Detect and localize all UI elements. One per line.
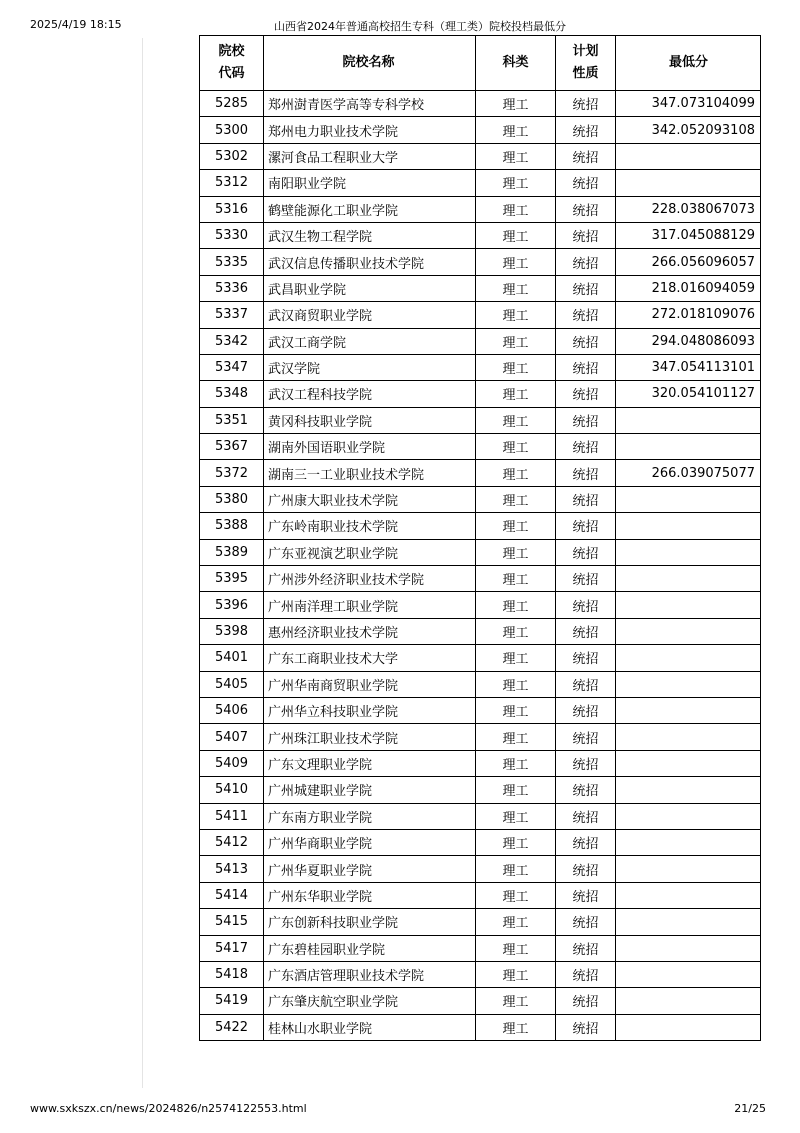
cell-score [616,803,761,829]
cell-name: 广东创新科技职业学院 [264,909,476,935]
cell-name: 广东酒店管理职业技术学院 [264,961,476,987]
col-header-code: 院校 代码 [200,36,264,91]
cell-nature: 统招 [556,249,616,275]
table-row [200,566,761,592]
table-row [200,143,761,169]
cell-code: 5405 [200,671,264,697]
cell-code: 5351 [200,407,264,433]
cell-nature: 统招 [556,829,616,855]
table-row [200,671,761,697]
cell-type: 理工 [476,513,556,539]
table-row [200,513,761,539]
table-row [200,592,761,618]
cell-name: 漯河食品工程职业大学 [264,143,476,169]
cell-nature: 统招 [556,91,616,117]
cell-code: 5396 [200,592,264,618]
cell-score: 347.073104099 [616,91,761,117]
cell-name: 广州南洋理工职业学院 [264,592,476,618]
cell-type: 理工 [476,486,556,512]
cell-nature: 统招 [556,988,616,1014]
col-header-type: 科类 [476,36,556,91]
cell-type: 理工 [476,592,556,618]
cell-name: 湖南三一工业职业技术学院 [264,460,476,486]
cell-score: 342.052093108 [616,117,761,143]
cell-type: 理工 [476,539,556,565]
cell-score [616,909,761,935]
cell-name: 武汉生物工程学院 [264,222,476,248]
cell-code: 5285 [200,91,264,117]
cell-name: 广州华南商贸职业学院 [264,671,476,697]
cell-name: 广东碧桂园职业学院 [264,935,476,961]
cell-score [616,486,761,512]
cell-type: 理工 [476,618,556,644]
col-header-score: 最低分 [616,36,761,91]
table-row [200,328,761,354]
table-row [200,882,761,908]
table-row [200,988,761,1014]
cell-code: 5300 [200,117,264,143]
table-row [200,381,761,407]
table-row [200,697,761,723]
cell-name: 广州华商职业学院 [264,829,476,855]
cell-code: 5411 [200,803,264,829]
cell-code: 5422 [200,1014,264,1040]
cell-type: 理工 [476,882,556,908]
col-header-nature: 计划 性质 [556,36,616,91]
cell-name: 黄冈科技职业学院 [264,407,476,433]
cell-type: 理工 [476,645,556,671]
cell-type: 理工 [476,909,556,935]
cell-type: 理工 [476,196,556,222]
cell-name: 武汉工程科技学院 [264,381,476,407]
cell-code: 5419 [200,988,264,1014]
table-row [200,460,761,486]
cell-type: 理工 [476,777,556,803]
cell-name: 广东南方职业学院 [264,803,476,829]
cell-name: 广州华立科技职业学院 [264,697,476,723]
cell-name: 广州城建职业学院 [264,777,476,803]
cell-type: 理工 [476,222,556,248]
cell-name: 广东岭南职业技术学院 [264,513,476,539]
table-row [200,829,761,855]
cell-code: 5407 [200,724,264,750]
cell-name: 惠州经济职业技术学院 [264,618,476,644]
table-row [200,777,761,803]
cell-nature: 统招 [556,592,616,618]
cell-type: 理工 [476,91,556,117]
table-row [200,275,761,301]
margin-rule [142,38,143,1088]
cell-nature: 统招 [556,302,616,328]
cell-type: 理工 [476,381,556,407]
cell-nature: 统招 [556,697,616,723]
table-row [200,803,761,829]
cell-name: 广州华夏职业学院 [264,856,476,882]
cell-score [616,407,761,433]
cell-nature: 统招 [556,750,616,776]
cell-score [616,988,761,1014]
cell-type: 理工 [476,566,556,592]
cell-nature: 统招 [556,117,616,143]
cell-code: 5312 [200,170,264,196]
cell-code: 5330 [200,222,264,248]
table-row [200,935,761,961]
cell-type: 理工 [476,434,556,460]
cell-type: 理工 [476,935,556,961]
col-header-name: 院校名称 [264,36,476,91]
cell-name: 武汉商贸职业学院 [264,302,476,328]
cell-score: 294.048086093 [616,328,761,354]
cell-type: 理工 [476,1014,556,1040]
cell-name: 鹤壁能源化工职业学院 [264,196,476,222]
cell-nature: 统招 [556,856,616,882]
cell-nature: 统招 [556,777,616,803]
cell-nature: 统招 [556,961,616,987]
cell-nature: 统招 [556,909,616,935]
admission-score-table [199,35,761,1041]
cell-code: 5395 [200,566,264,592]
cell-type: 理工 [476,856,556,882]
cell-type: 理工 [476,275,556,301]
cell-score: 272.018109076 [616,302,761,328]
cell-code: 5412 [200,829,264,855]
cell-score [616,618,761,644]
table-row [200,170,761,196]
cell-code: 5418 [200,961,264,987]
cell-score: 347.054113101 [616,354,761,380]
cell-score: 266.056096057 [616,249,761,275]
cell-code: 5388 [200,513,264,539]
cell-name: 湖南外国语职业学院 [264,434,476,460]
table-row [200,196,761,222]
table-row [200,91,761,117]
cell-nature: 统招 [556,354,616,380]
page-title: 山西省2024年普通高校招生专科（理工类）院校投档最低分 [274,20,566,33]
cell-name: 郑州电力职业技术学院 [264,117,476,143]
cell-score [616,566,761,592]
cell-code: 5389 [200,539,264,565]
cell-type: 理工 [476,460,556,486]
cell-name: 广州康大职业技术学院 [264,486,476,512]
cell-nature: 统招 [556,513,616,539]
cell-type: 理工 [476,170,556,196]
cell-nature: 统招 [556,381,616,407]
cell-code: 5367 [200,434,264,460]
cell-score [616,777,761,803]
cell-type: 理工 [476,407,556,433]
cell-name: 郑州澍青医学高等专科学校 [264,91,476,117]
cell-score [616,671,761,697]
cell-name: 武汉工商学院 [264,328,476,354]
cell-code: 5380 [200,486,264,512]
cell-nature: 统招 [556,935,616,961]
table-row [200,645,761,671]
print-datetime: 2025/4/19 18:15 [30,18,122,31]
cell-nature: 统招 [556,671,616,697]
cell-type: 理工 [476,803,556,829]
cell-nature: 统招 [556,170,616,196]
cell-code: 5417 [200,935,264,961]
table-row [200,618,761,644]
table-row [200,434,761,460]
cell-score [616,829,761,855]
cell-score [616,697,761,723]
cell-code: 5409 [200,750,264,776]
cell-nature: 统招 [556,539,616,565]
cell-code: 5372 [200,460,264,486]
cell-score: 266.039075077 [616,460,761,486]
table-row [200,222,761,248]
cell-type: 理工 [476,750,556,776]
cell-code: 5415 [200,909,264,935]
cell-nature: 统招 [556,460,616,486]
cell-nature: 统招 [556,566,616,592]
cell-code: 5414 [200,882,264,908]
cell-nature: 统招 [556,882,616,908]
cell-nature: 统招 [556,407,616,433]
table-row [200,249,761,275]
cell-score [616,882,761,908]
table-row [200,486,761,512]
cell-name: 广州东华职业学院 [264,882,476,908]
cell-score [616,434,761,460]
source-url: www.sxkszx.cn/news/2024826/n2574122553.html [30,1102,307,1115]
cell-nature: 统招 [556,328,616,354]
cell-nature: 统招 [556,1014,616,1040]
cell-type: 理工 [476,328,556,354]
cell-code: 5347 [200,354,264,380]
cell-score [616,856,761,882]
cell-nature: 统招 [556,143,616,169]
cell-name: 广东文理职业学院 [264,750,476,776]
cell-score [616,539,761,565]
cell-type: 理工 [476,829,556,855]
cell-code: 5316 [200,196,264,222]
cell-score: 320.054101127 [616,381,761,407]
cell-code: 5406 [200,697,264,723]
cell-nature: 统招 [556,196,616,222]
cell-type: 理工 [476,988,556,1014]
cell-score [616,170,761,196]
cell-name: 广东工商职业技术大学 [264,645,476,671]
cell-name: 广州珠江职业技术学院 [264,724,476,750]
cell-type: 理工 [476,117,556,143]
cell-type: 理工 [476,671,556,697]
cell-code: 5398 [200,618,264,644]
cell-code: 5337 [200,302,264,328]
cell-score [616,935,761,961]
cell-code: 5401 [200,645,264,671]
cell-type: 理工 [476,724,556,750]
cell-name: 广东肇庆航空职业学院 [264,988,476,1014]
cell-score [616,592,761,618]
table-header-row [200,36,761,91]
cell-score [616,961,761,987]
cell-score: 218.016094059 [616,275,761,301]
cell-nature: 统招 [556,275,616,301]
cell-code: 5410 [200,777,264,803]
cell-score [616,143,761,169]
cell-type: 理工 [476,354,556,380]
table-row [200,407,761,433]
table-row [200,539,761,565]
cell-code: 5336 [200,275,264,301]
cell-type: 理工 [476,961,556,987]
cell-nature: 统招 [556,222,616,248]
table-row [200,909,761,935]
table-row [200,724,761,750]
cell-code: 5348 [200,381,264,407]
cell-nature: 统招 [556,724,616,750]
cell-name: 南阳职业学院 [264,170,476,196]
cell-code: 5413 [200,856,264,882]
cell-nature: 统招 [556,434,616,460]
cell-type: 理工 [476,697,556,723]
cell-name: 武汉学院 [264,354,476,380]
cell-score [616,724,761,750]
table-row [200,1014,761,1040]
cell-name: 广东亚视演艺职业学院 [264,539,476,565]
cell-type: 理工 [476,302,556,328]
cell-name: 武昌职业学院 [264,275,476,301]
cell-nature: 统招 [556,803,616,829]
cell-nature: 统招 [556,645,616,671]
cell-nature: 统招 [556,618,616,644]
cell-score: 317.045088129 [616,222,761,248]
cell-code: 5302 [200,143,264,169]
cell-score [616,645,761,671]
cell-score: 228.038067073 [616,196,761,222]
cell-score [616,750,761,776]
table-row [200,856,761,882]
cell-name: 广州涉外经济职业技术学院 [264,566,476,592]
cell-code: 5335 [200,249,264,275]
table-row [200,354,761,380]
cell-score [616,1014,761,1040]
table-row [200,302,761,328]
cell-score [616,513,761,539]
table-row [200,117,761,143]
cell-type: 理工 [476,143,556,169]
cell-name: 武汉信息传播职业技术学院 [264,249,476,275]
page-number: 21/25 [734,1102,766,1115]
cell-name: 桂林山水职业学院 [264,1014,476,1040]
cell-code: 5342 [200,328,264,354]
cell-type: 理工 [476,249,556,275]
cell-nature: 统招 [556,486,616,512]
table-row [200,961,761,987]
table-row [200,750,761,776]
